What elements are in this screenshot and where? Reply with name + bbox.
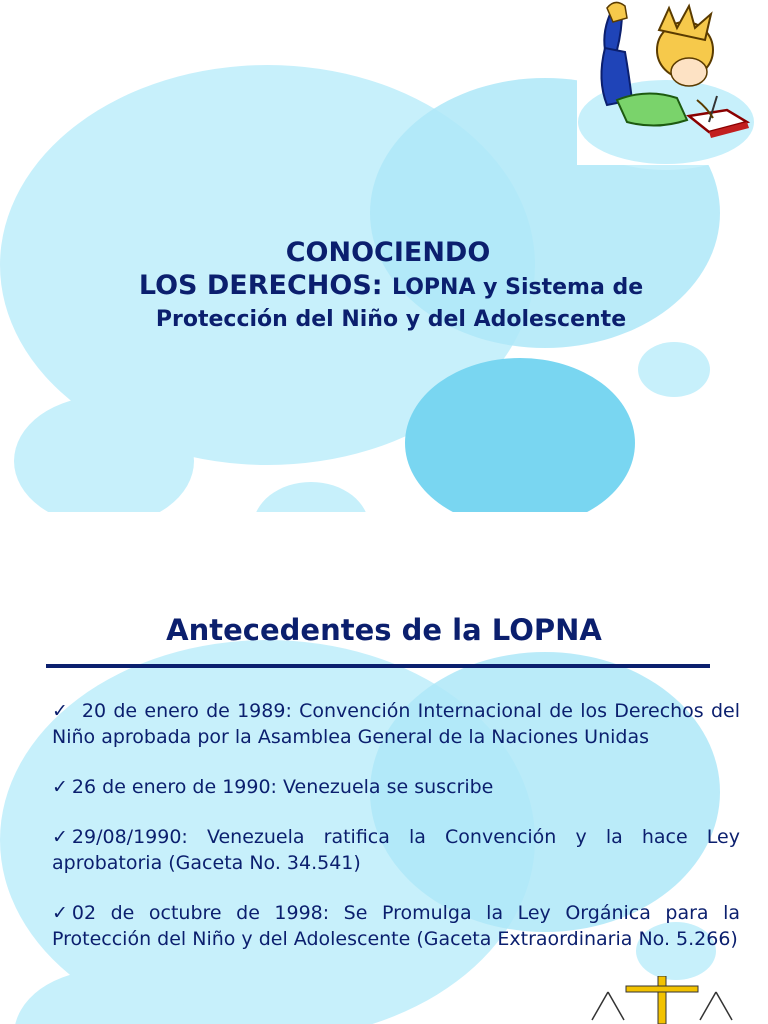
list-item-text: 26 de enero de 1990: Venezuela se suscribe [71, 776, 494, 798]
decorative-bubble [638, 342, 710, 397]
justice-scales-icon [588, 976, 738, 1024]
list-item [52, 824, 740, 876]
decorative-bubble [405, 358, 635, 512]
list-item [52, 900, 740, 952]
antecedentes-slide [0, 580, 768, 1024]
list-item-text: 29/08/1990: Venezuela ratifica la Convención y la hace Ley aprobatoria (Gaceta No. 34.541) [52, 826, 740, 874]
checkmark-icon: ✓ [52, 826, 68, 848]
list-item [52, 698, 740, 750]
antecedentes-list [52, 698, 740, 976]
title-line-2-sub: LOPNA y Sistema de [391, 275, 644, 300]
list-item-text: 02 de octubre de 1998: Se Promulga la Ley Orgánica para la Protección del Niño y del Adolescente (Gaceta Extraordinaria No. 5.266) [52, 902, 740, 950]
title-slide-heading [0, 236, 768, 335]
slide-heading: Antecedentes de la LOPNA [166, 613, 602, 647]
checkmark-icon: ✓ [52, 902, 68, 924]
heading-divider [46, 664, 710, 668]
title-line-3: Protección del Niño y del Adolescente [155, 307, 627, 332]
decorative-bubble [253, 482, 369, 512]
title-line-2-main: LOS DERECHOS: [138, 270, 392, 301]
checkmark-icon: ✓ [52, 700, 68, 722]
list-item-text: 20 de enero de 1989: Convención Internacional de los Derechos del Niño aprobada por la Asamblea General de la Naciones Unidas [52, 700, 740, 748]
list-item [52, 774, 740, 800]
checkmark-icon: ✓ [52, 776, 68, 798]
child-reading-clipart [577, 0, 768, 165]
title-line-2 [14, 270, 768, 305]
title-line-1: CONOCIENDO [285, 237, 491, 268]
